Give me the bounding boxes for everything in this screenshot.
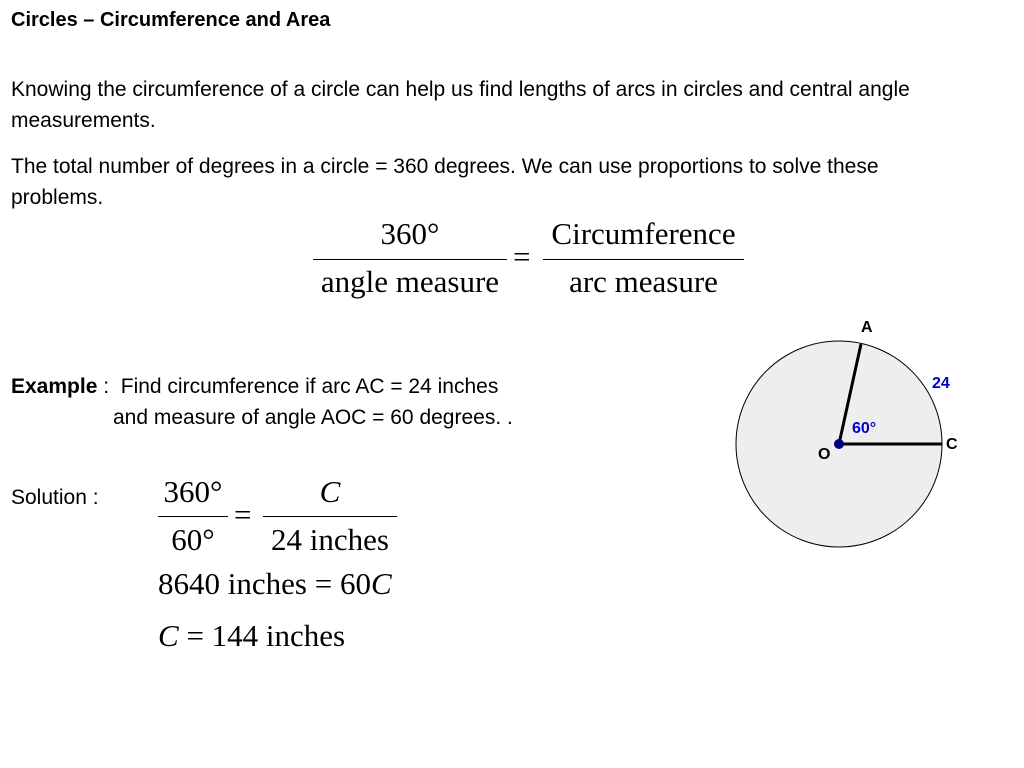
arc-length-label: 24 (932, 375, 950, 392)
example-text-2: and measure of angle AOC = 60 degrees. . (113, 406, 513, 429)
sol-right-numerator: C (319, 474, 341, 509)
solution-label: Solution : (11, 486, 99, 509)
eq3-rhs: 144 inches (211, 618, 346, 653)
eq3-lhs-var: C (158, 618, 179, 653)
sol-right-denominator: 24 inches (271, 522, 389, 557)
solution-equation-3 (158, 618, 345, 654)
example-separator: : (103, 375, 110, 398)
prop-left-numerator: 360° (380, 216, 440, 251)
center-point (834, 439, 844, 449)
page-title: Circles – Circumference and Area (11, 9, 331, 31)
eq2-rhs-coef: 60 (339, 566, 371, 601)
prop-equals: = (513, 239, 531, 274)
example-label: Example (11, 375, 98, 398)
example-line-1 (11, 375, 498, 399)
prop-right-numerator: Circumference (551, 216, 736, 251)
point-c-label: C (946, 436, 958, 453)
intro-paragraph: Knowing the circumference of a circle can help us find lengths of arcs in circles and central angle measurements. (11, 78, 910, 132)
eq3-equals: = (186, 618, 204, 653)
prop-right-denominator: arc measure (569, 264, 718, 299)
degrees-paragraph: The total number of degrees in a circle = 360 degrees. We can use proportions to solve these problems. (11, 155, 879, 209)
eq2-equals: = (314, 566, 333, 601)
sol-right-fraction-bar (263, 516, 397, 517)
prop-left-fraction-bar (313, 259, 507, 260)
prop-left-denominator: angle measure (320, 264, 500, 299)
sol-left-denominator: 60° (171, 522, 215, 557)
solution-equation-2 (158, 566, 392, 602)
circle-diagram (720, 310, 1020, 570)
sol-left-fraction-bar (158, 516, 228, 517)
angle-label: 60° (852, 420, 877, 437)
eq2-lhs: 8640 inches (158, 566, 307, 601)
sol-left-numerator: 360° (163, 474, 223, 509)
point-a-label: A (861, 319, 873, 336)
example-text-1: Find circumference if arc AC = 24 inches (120, 375, 499, 398)
prop-right-fraction-bar (543, 259, 744, 260)
eq2-rhs-var: C (370, 566, 392, 601)
point-o-label: O (818, 446, 831, 463)
sol-equals: = (234, 497, 252, 532)
